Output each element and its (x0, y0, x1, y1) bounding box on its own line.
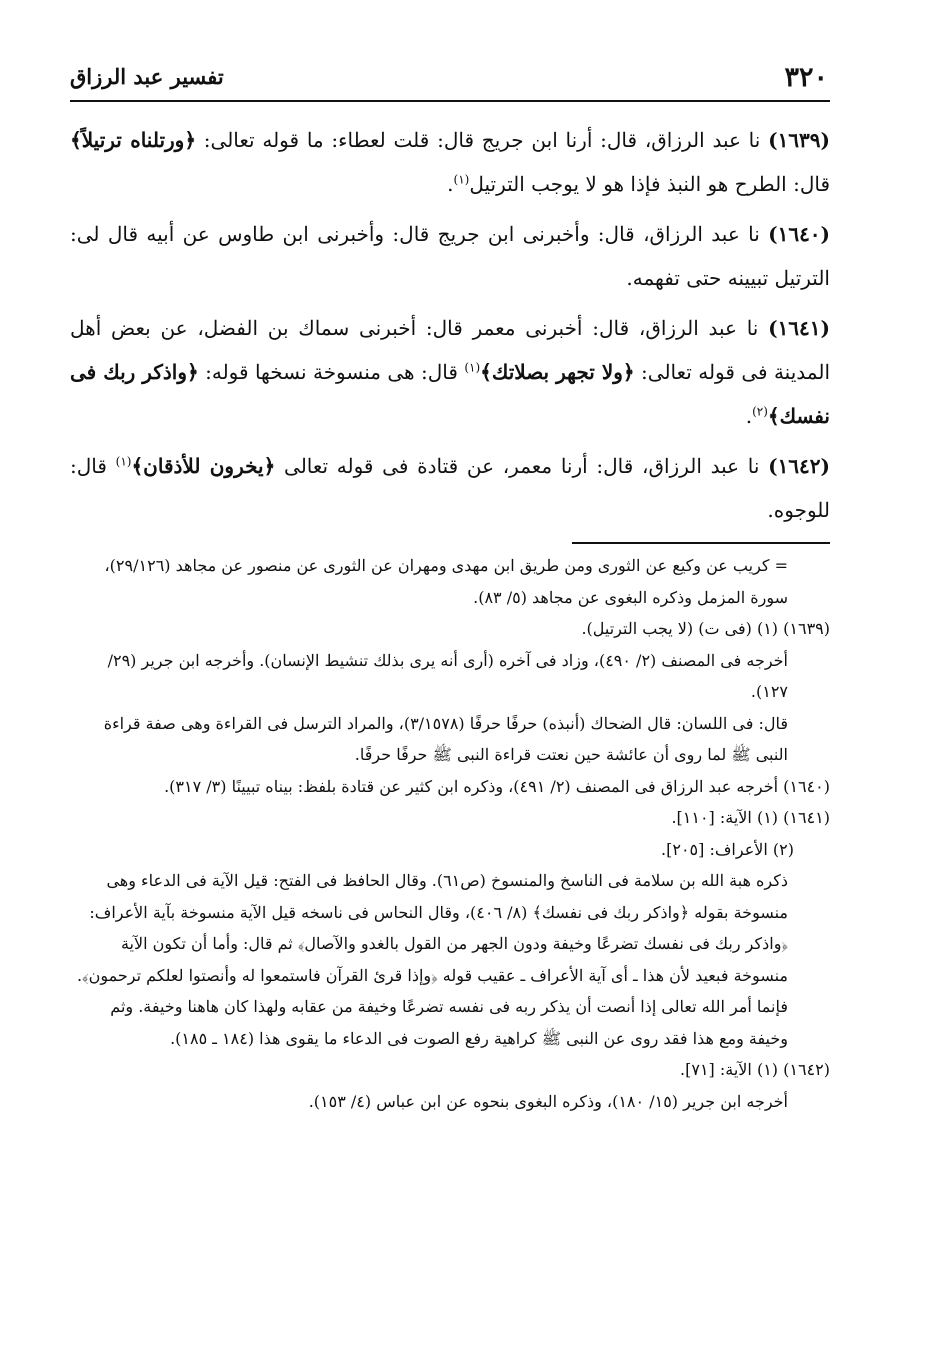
footnote-marker: (٢) (752, 404, 768, 419)
book-page (70, 52, 830, 1117)
running-title: تفسير عبد الرزاق (70, 64, 224, 89)
footnote-continuation: = كريب عن وكيع عن الثورى ومن طريق ابن مهدى ومهران عن الثورى عن منصور عن مجاهد (٢٩/١٢٦)، سورة المزمل وذكره البغوى عن مجاهد (٥/ ٨٣). (104, 556, 788, 607)
quran-verse: ﴿واذكر ربك فى نفسك﴾ (70, 360, 830, 428)
entry-1639 (70, 118, 830, 206)
main-text (70, 118, 830, 532)
entry-text: . (745, 404, 753, 428)
entry-text: قال: هى منسوخة نسخها قوله: (198, 360, 465, 384)
footnotes (70, 550, 830, 1117)
header-rule (70, 100, 830, 102)
footnote-marker: (١) (453, 172, 470, 187)
entry-text: قال: الطرح هو النبذ فإذا هو لا يوجب الترتيل (469, 172, 830, 196)
entry-text: قال: للوجوه. (70, 454, 830, 522)
footnote-1641-sub: (٢) الأعراف: [٢٠٥]. (661, 839, 794, 859)
entry-text: . (447, 172, 454, 196)
footnote-1639-text: أخرجه فى المصنف (٢/ ٤٩٠)، وزاد فى آخره (أرى أنه يرى بذلك تنشيط الإنسان). وأخرجه ابن جرير (٢٩/ ١٢٧). (107, 650, 788, 701)
page-number: ٣٢٠ (784, 62, 828, 93)
entry-1642 (70, 444, 830, 532)
footnote-1641-text: ذكره هبة الله بن سلامة فى الناسخ والمنسوخ (ص٦١). وقال الحافظ فى الفتح: قيل الآية فى الدعاء وهى منسوخة بقوله ﴿واذكر ربك فى نفسك﴾ (٨/ ٤٠٦)، وقال النحاس فى ناسخه قيل الآية منسوخة بآية الأعراف: ﴿واذكر ربك فى نفسك تضرعًا وخيفة ودون الجهر من القول بالغدو والآصال﴾ ثم قال: وأما أن تكون الآية منسوخة فبعيد لأن هذا ـ أى آية الأعراف ـ عقيب قوله ﴿وإذا قرئ القرآن فاستمعوا له وأنصتوا لعلكم ترحمون﴾. فإنما أمر الله تعالى إذا أنصت أن يذكر ربه فى نفسه تضرعًا وخيفة من عقابه ولهذا كان هاهنا وخيفة. وثم وخيفة ومع هذا فقد روى عن النبى ﷺ كراهية رفع الصوت فى الدعاء ما يقوى هذا (١٨٤ ـ ١٨٥). (76, 871, 788, 1048)
entry-1640 (70, 212, 830, 300)
footnote-marker: (١) (464, 360, 481, 375)
page-header (70, 52, 830, 96)
entry-1641 (70, 306, 830, 438)
footnote-divider (572, 542, 830, 544)
entry-number: (١٦٣٩) (768, 128, 830, 152)
entry-number: (١٦٤٠) (768, 222, 831, 246)
footnote-1642-text: أخرجه ابن جرير (١٥/ ١٨٠)، وذكره البغوى بنحوه عن ابن عباس (٤/ ١٥٣). (308, 1091, 788, 1111)
entry-text: نا عبد الرزاق، قال: أرنا معمر، عن قتادة فى قوله تعالى (275, 454, 769, 478)
footnote-1642-head: (١٦٤٢) (١) الآية: [٧١]. (680, 1060, 830, 1079)
entry-number: (١٦٤٢) (768, 454, 830, 478)
quran-verse: ﴿ورتلناه ترتيلاً﴾ (70, 128, 197, 152)
footnote-1639-text: قال: فى اللسان: قال الضحاك (أنبذه) حرفًا حرفًا (٣/١٥٧٨)، والمراد الترسل فى القراءة وهى صفة قراءة النبى ﷺ لما روى أن عائشة حين نعتت قراءة النبى ﷺ حرفًا حرفًا. (103, 713, 788, 764)
footnote-1640: (١٦٤٠) أخرجه عبد الرزاق فى المصنف (٢/ ٤٩١)، وذكره ابن كثير عن قتادة بلفظ: بيناه تبيينًا (٣/ ٣١٧). (164, 776, 830, 796)
entry-text: نا عبد الرزاق، قال: وأخبرنى ابن جريج قال: وأخبرنى ابن طاوس عن أبيه قال لى: الترتيل تبيينه حتى تفهمه. (70, 222, 830, 290)
entry-number: (١٦٤١) (768, 316, 830, 340)
entry-text: نا عبد الرزاق، قال: أرنا ابن جريج قال: قلت لعطاء: ما قوله تعالى: (196, 128, 769, 152)
footnote-1641-head: (١٦٤١) (١) الآية: [١١٠]. (671, 808, 830, 827)
footnote-marker: (١) (115, 454, 132, 469)
quran-verse: ﴿يخرون للأذقان﴾ (131, 454, 276, 478)
footnote-1639-head: (١٦٣٩) (١) (فى ت) (لا يجب الترتيل). (581, 619, 830, 638)
quran-verse: ﴿ولا تجهر بصلاتك﴾ (480, 360, 635, 384)
entry-text: نا عبد الرزاق، قال: أخبرنى معمر قال: أخبرنى سماك بن الفضل، عن بعض أهل المدينة فى قوله تعالى: (70, 316, 830, 384)
